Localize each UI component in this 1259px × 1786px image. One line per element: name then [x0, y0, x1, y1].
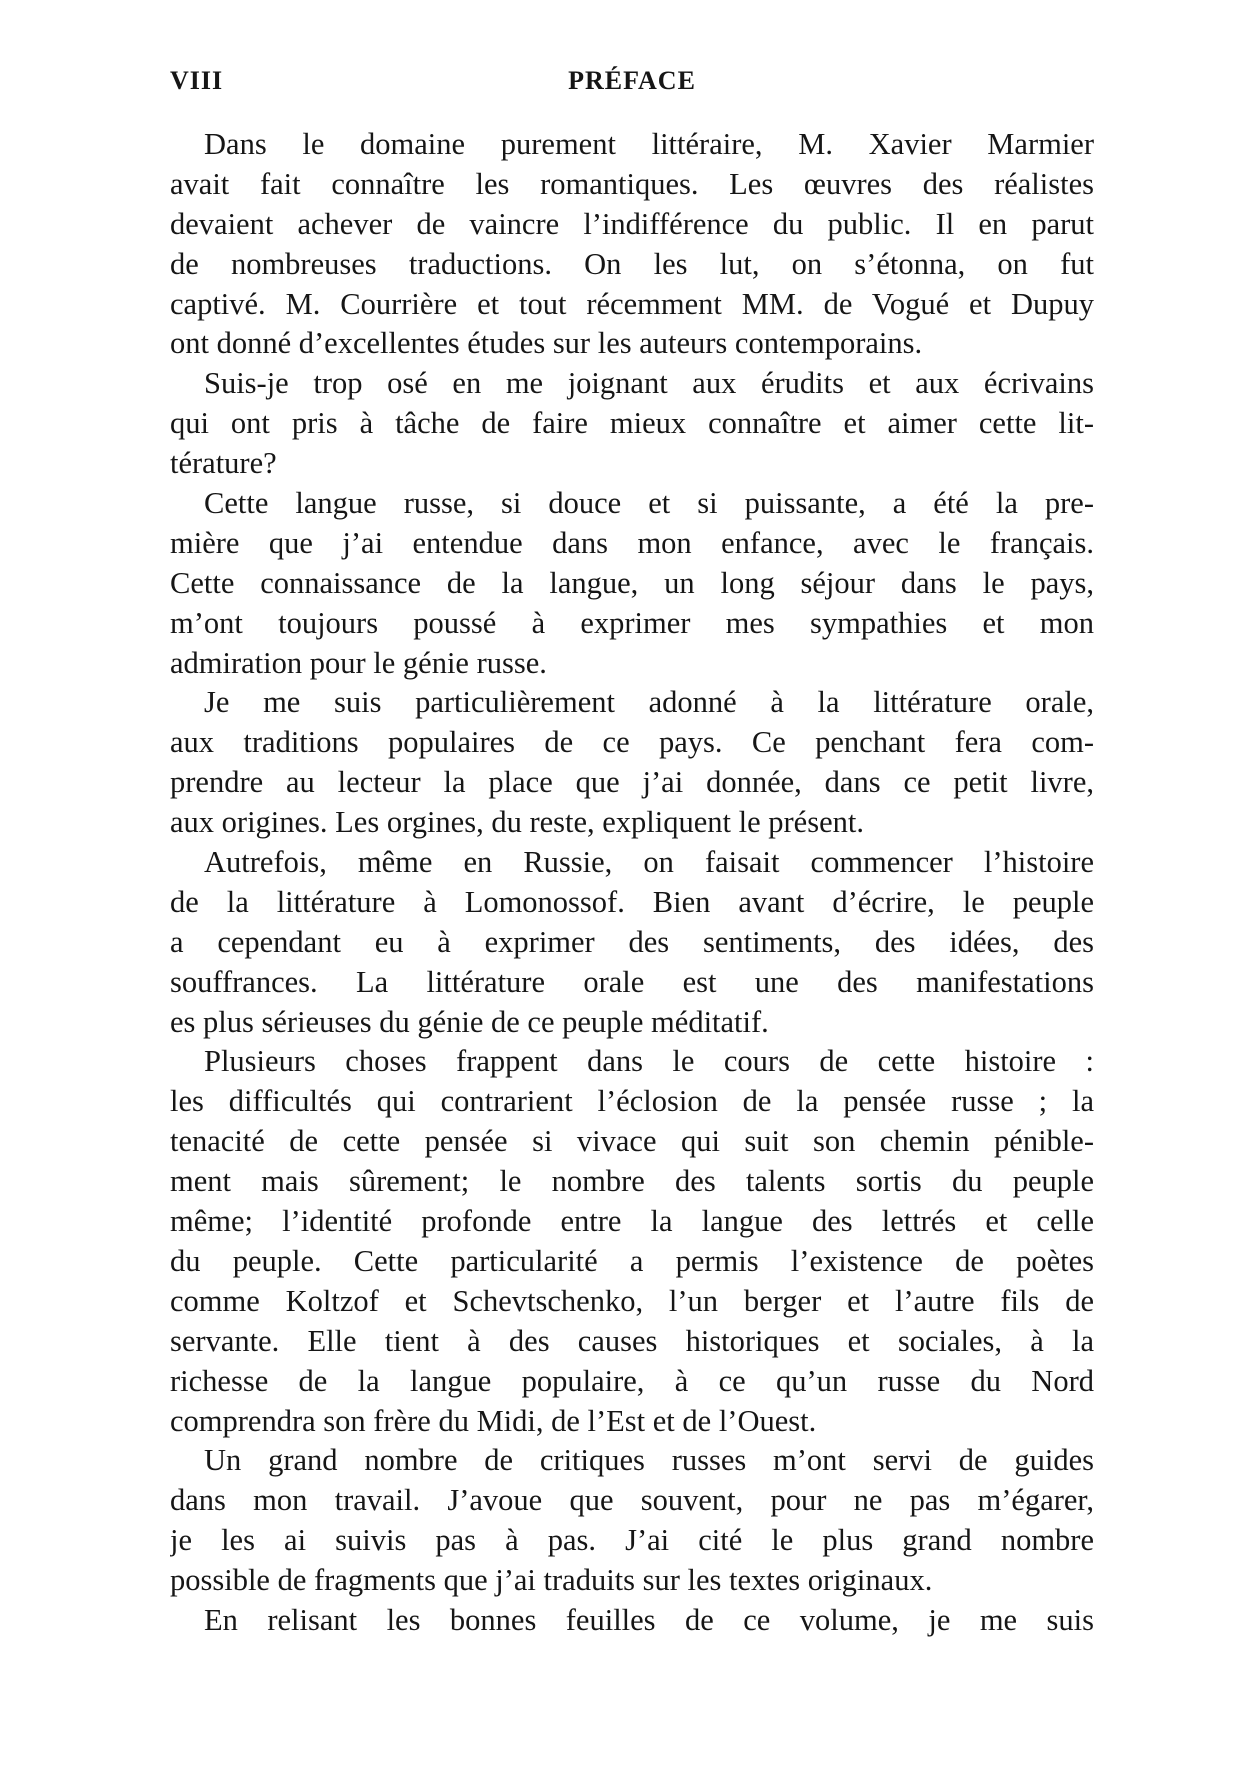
- page-number: VIII: [170, 66, 224, 95]
- text-line: possible de fragments que j’ai traduits sur les textes originaux.: [170, 1563, 933, 1598]
- text-line: Suis-je trop osé en me joignant aux érudits et aux écrivains: [204, 366, 1094, 401]
- text-line: tenacité de cette pensée si vivace qui suit son chemin pénible-: [170, 1124, 1094, 1159]
- text-line: Cette connaissance de la langue, un long séjour dans le pays,: [170, 565, 1094, 600]
- text-line: prendre au lecteur la place que j’ai donnée, dans ce petit livre,: [170, 765, 1094, 800]
- text-line: souffrances. La littérature orale est une des manifestations: [170, 964, 1094, 999]
- text-line: de nombreuses traductions. On les lut, on s’étonna, on fut: [170, 246, 1094, 281]
- text-line: En relisant les bonnes feuilles de ce volume, je me suis: [204, 1602, 1094, 1637]
- text-line: m’ont toujours poussé à exprimer mes sympathies et mon: [170, 605, 1094, 640]
- text-line: Plusieurs choses frappent dans le cours de cette histoire :: [204, 1044, 1094, 1079]
- text-line: même; l’identité profonde entre la langue des lettrés et celle: [170, 1204, 1094, 1239]
- text-line: térature?: [170, 446, 277, 481]
- text-line: aux traditions populaires de ce pays. Ce penchant fera com-: [170, 725, 1094, 760]
- text-line: de la littérature à Lomonossof. Bien avant d’écrire, le peuple: [170, 884, 1094, 919]
- text-line: Dans le domaine purement littéraire, M. Xavier Marmier: [204, 127, 1094, 161]
- text-line: es plus sérieuses du génie de ce peuple méditatif.: [170, 1004, 769, 1039]
- text-line: Je me suis particulièrement adonné à la littérature orale,: [204, 685, 1094, 720]
- text-line: comprendra son frère du Midi, de l’Est et de l’Ouest.: [170, 1403, 817, 1438]
- text-line: avait fait connaître les romantiques. Les œuvres des réalistes: [170, 166, 1094, 201]
- text-line: admiration pour le génie russe.: [170, 645, 547, 680]
- text-line: servante. Elle tient à des causes historiques et sociales, à la: [170, 1323, 1094, 1358]
- text-line: Autrefois, même en Russie, on faisait commencer l’histoire: [204, 845, 1094, 880]
- running-head: [170, 66, 1094, 106]
- text-line: les difficultés qui contrarient l’éclosion de la pensée russe ; la: [170, 1084, 1094, 1119]
- text-line: ment mais sûrement; le nombre des talents sortis du peuple: [170, 1164, 1094, 1199]
- text-line: qui ont pris à tâche de faire mieux connaître et aimer cette lit-: [170, 406, 1094, 441]
- text-line: richesse de la langue populaire, à ce qu’un russe du Nord: [170, 1363, 1094, 1398]
- text-line: Cette langue russe, si douce et si puissante, a été la pre-: [204, 486, 1094, 521]
- running-title: PRÉFACE: [568, 66, 696, 95]
- text-line: Un grand nombre de critiques russes m’ont servi de guides: [204, 1443, 1094, 1478]
- text-line: je les ai suivis pas à pas. J’ai cité le plus grand nombre: [170, 1523, 1094, 1558]
- text-line: aux origines. Les orgines, du reste, expliquent le présent.: [170, 805, 864, 840]
- text-line: mière que j’ai entendue dans mon enfance, avec le français.: [170, 525, 1094, 560]
- text-line: captivé. M. Courrière et tout récemment MM. de Vogué et Dupuy: [170, 286, 1094, 321]
- text-line: a cependant eu à exprimer des sentiments, des idées, des: [170, 924, 1094, 959]
- text-line: dans mon travail. J’avoue que souvent, pour ne pas m’égarer,: [170, 1483, 1094, 1518]
- text-line: devaient achever de vaincre l’indifférence du public. Il en parut: [170, 206, 1094, 241]
- text-line: comme Koltzof et Schevtschenko, l’un berger et l’autre fils de: [170, 1283, 1094, 1318]
- text-line: ont donné d’excellentes études sur les auteurs contemporains.: [170, 326, 923, 361]
- text-line: du peuple. Cette particularité a permis l’existence de poètes: [170, 1243, 1094, 1278]
- preface-body: [170, 125, 1094, 1641]
